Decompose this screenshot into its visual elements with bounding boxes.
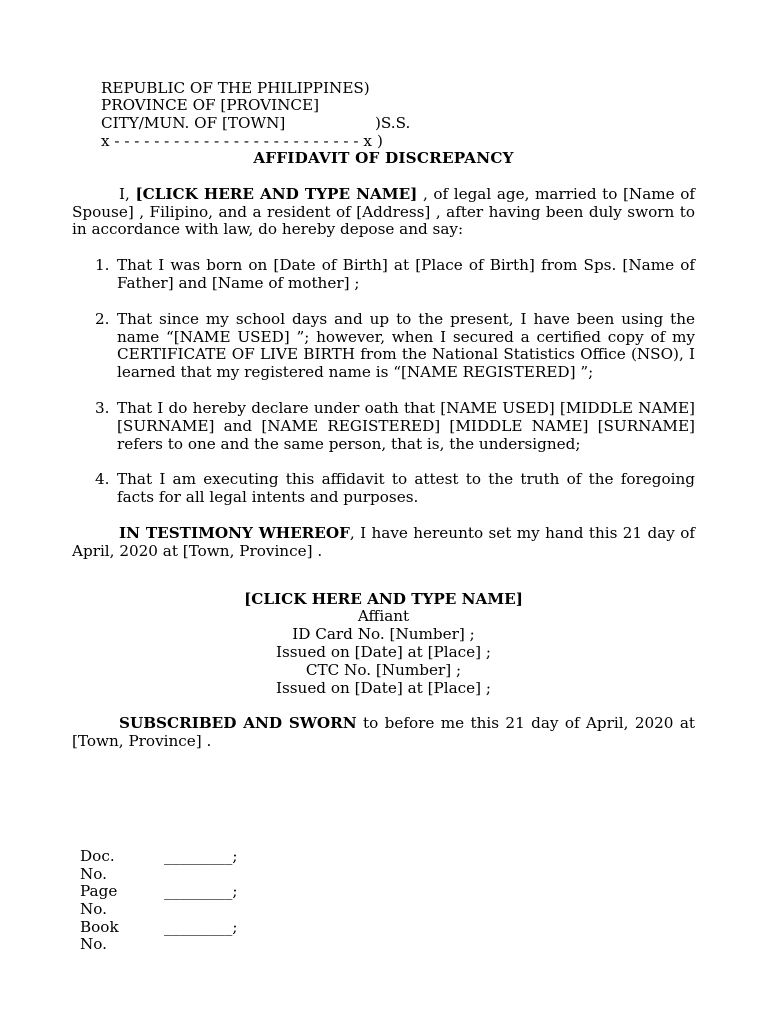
subscribed-rest: to before me this 21 day of April, 2020 at [Town, Province] . [72, 714, 695, 751]
signature-role: Affiant [357, 607, 410, 626]
deposition-list [72, 257, 695, 507]
testimony-rest: , I have hereunto set my hand this 21 day of April, 2020 at [Town, Province] . [72, 523, 695, 560]
document-body [72, 150, 695, 769]
notarial-register-block [80, 848, 380, 954]
header-city-text: CITY/MUN. OF [TOWN] [100, 113, 286, 132]
header-republic-text: REPUBLIC OF THE PHILIPPINES) [100, 78, 370, 97]
item-text: That I do hereby declare under oath that [NAME USED] [MIDDLE NAME] [SURNAME] and [NAME REGISTERED] [MIDDLE NAME] [SURNAME] refers to one and the same person, that is, the undersigned; [117, 398, 695, 453]
subscribed-paragraph [72, 715, 695, 751]
caption-header [72, 62, 472, 150]
notary-blank: _________; [164, 917, 238, 936]
item-text: That I am executing this affidavit to attest to the truth of the foregoing facts for all legal intents and purposes. [117, 470, 695, 507]
testimony-paragraph [72, 525, 695, 561]
notary-row-book [80, 919, 380, 954]
signature-block [72, 591, 695, 698]
deposition-item [72, 311, 695, 382]
notary-label: Doc. No. [80, 847, 115, 883]
intro-prefix: I, [119, 184, 136, 203]
intro-paragraph [72, 186, 695, 239]
notary-label: Page No. [80, 882, 118, 919]
testimony-bold: IN TESTIMONY WHEREOF [119, 523, 350, 542]
header-divider-text: x - - - - - - - - - - - - - - - - - - - - - - - - - x [100, 131, 372, 150]
signature-name: [CLICK HERE AND TYPE NAME] [244, 589, 523, 608]
signature-id-card: ID Card No. [Number] ; [292, 625, 475, 644]
item-number: 3. [95, 398, 110, 417]
item-number: 4. [95, 470, 110, 489]
header-province-text: PROVINCE OF [PROVINCE] [100, 96, 320, 115]
item-number: 2. [95, 309, 110, 328]
item-text: That I was born on [Date of Birth] at [Place of Birth] from Sps. [Name of Father] and [Name of mother] ; [117, 256, 695, 292]
deposition-item [72, 400, 695, 453]
notary-row-doc [80, 848, 380, 883]
header-divider-line [72, 115, 472, 150]
affiant-name-field: [CLICK HERE AND TYPE NAME] [135, 184, 418, 203]
notary-blank: _________; [164, 847, 238, 865]
deposition-item [72, 257, 695, 293]
header-line-republic [72, 62, 472, 97]
item-text: That since my school days and up to the present, I have been using the name “[NAME USED] ”; however, when I secured a certified copy of my CERTIFICATE OF LIVE BIRTH from the National Statistics Office (NSO), I learned that my registered name is “[NAME REGISTERED] ”; [117, 309, 695, 382]
notary-blank: _________; [164, 882, 238, 901]
intro-rest: , of legal age, married to [Name of Spouse] , Filipino, and a resident of [Address] , after having been duly sworn to in accordance with law, do hereby depose and say: [72, 184, 696, 239]
deposition-item [72, 471, 695, 507]
notary-row-page [80, 883, 380, 918]
subscribed-bold: SUBSCRIBED AND SWORN [119, 714, 357, 733]
item-number: 1. [95, 256, 110, 275]
signature-ctc: CTC No. [Number] ; [305, 660, 462, 679]
header-ss-text: )S.S. [375, 114, 411, 133]
notary-label: Book No. [80, 917, 119, 954]
document-title: AFFIDAVIT OF DISCREPANCY [253, 149, 514, 167]
signature-issued-1: Issued on [Date] at [Place] ; [275, 642, 492, 661]
header-city-paren: ) [377, 131, 383, 150]
signature-issued-2: Issued on [Date] at [Place] ; [275, 678, 492, 697]
